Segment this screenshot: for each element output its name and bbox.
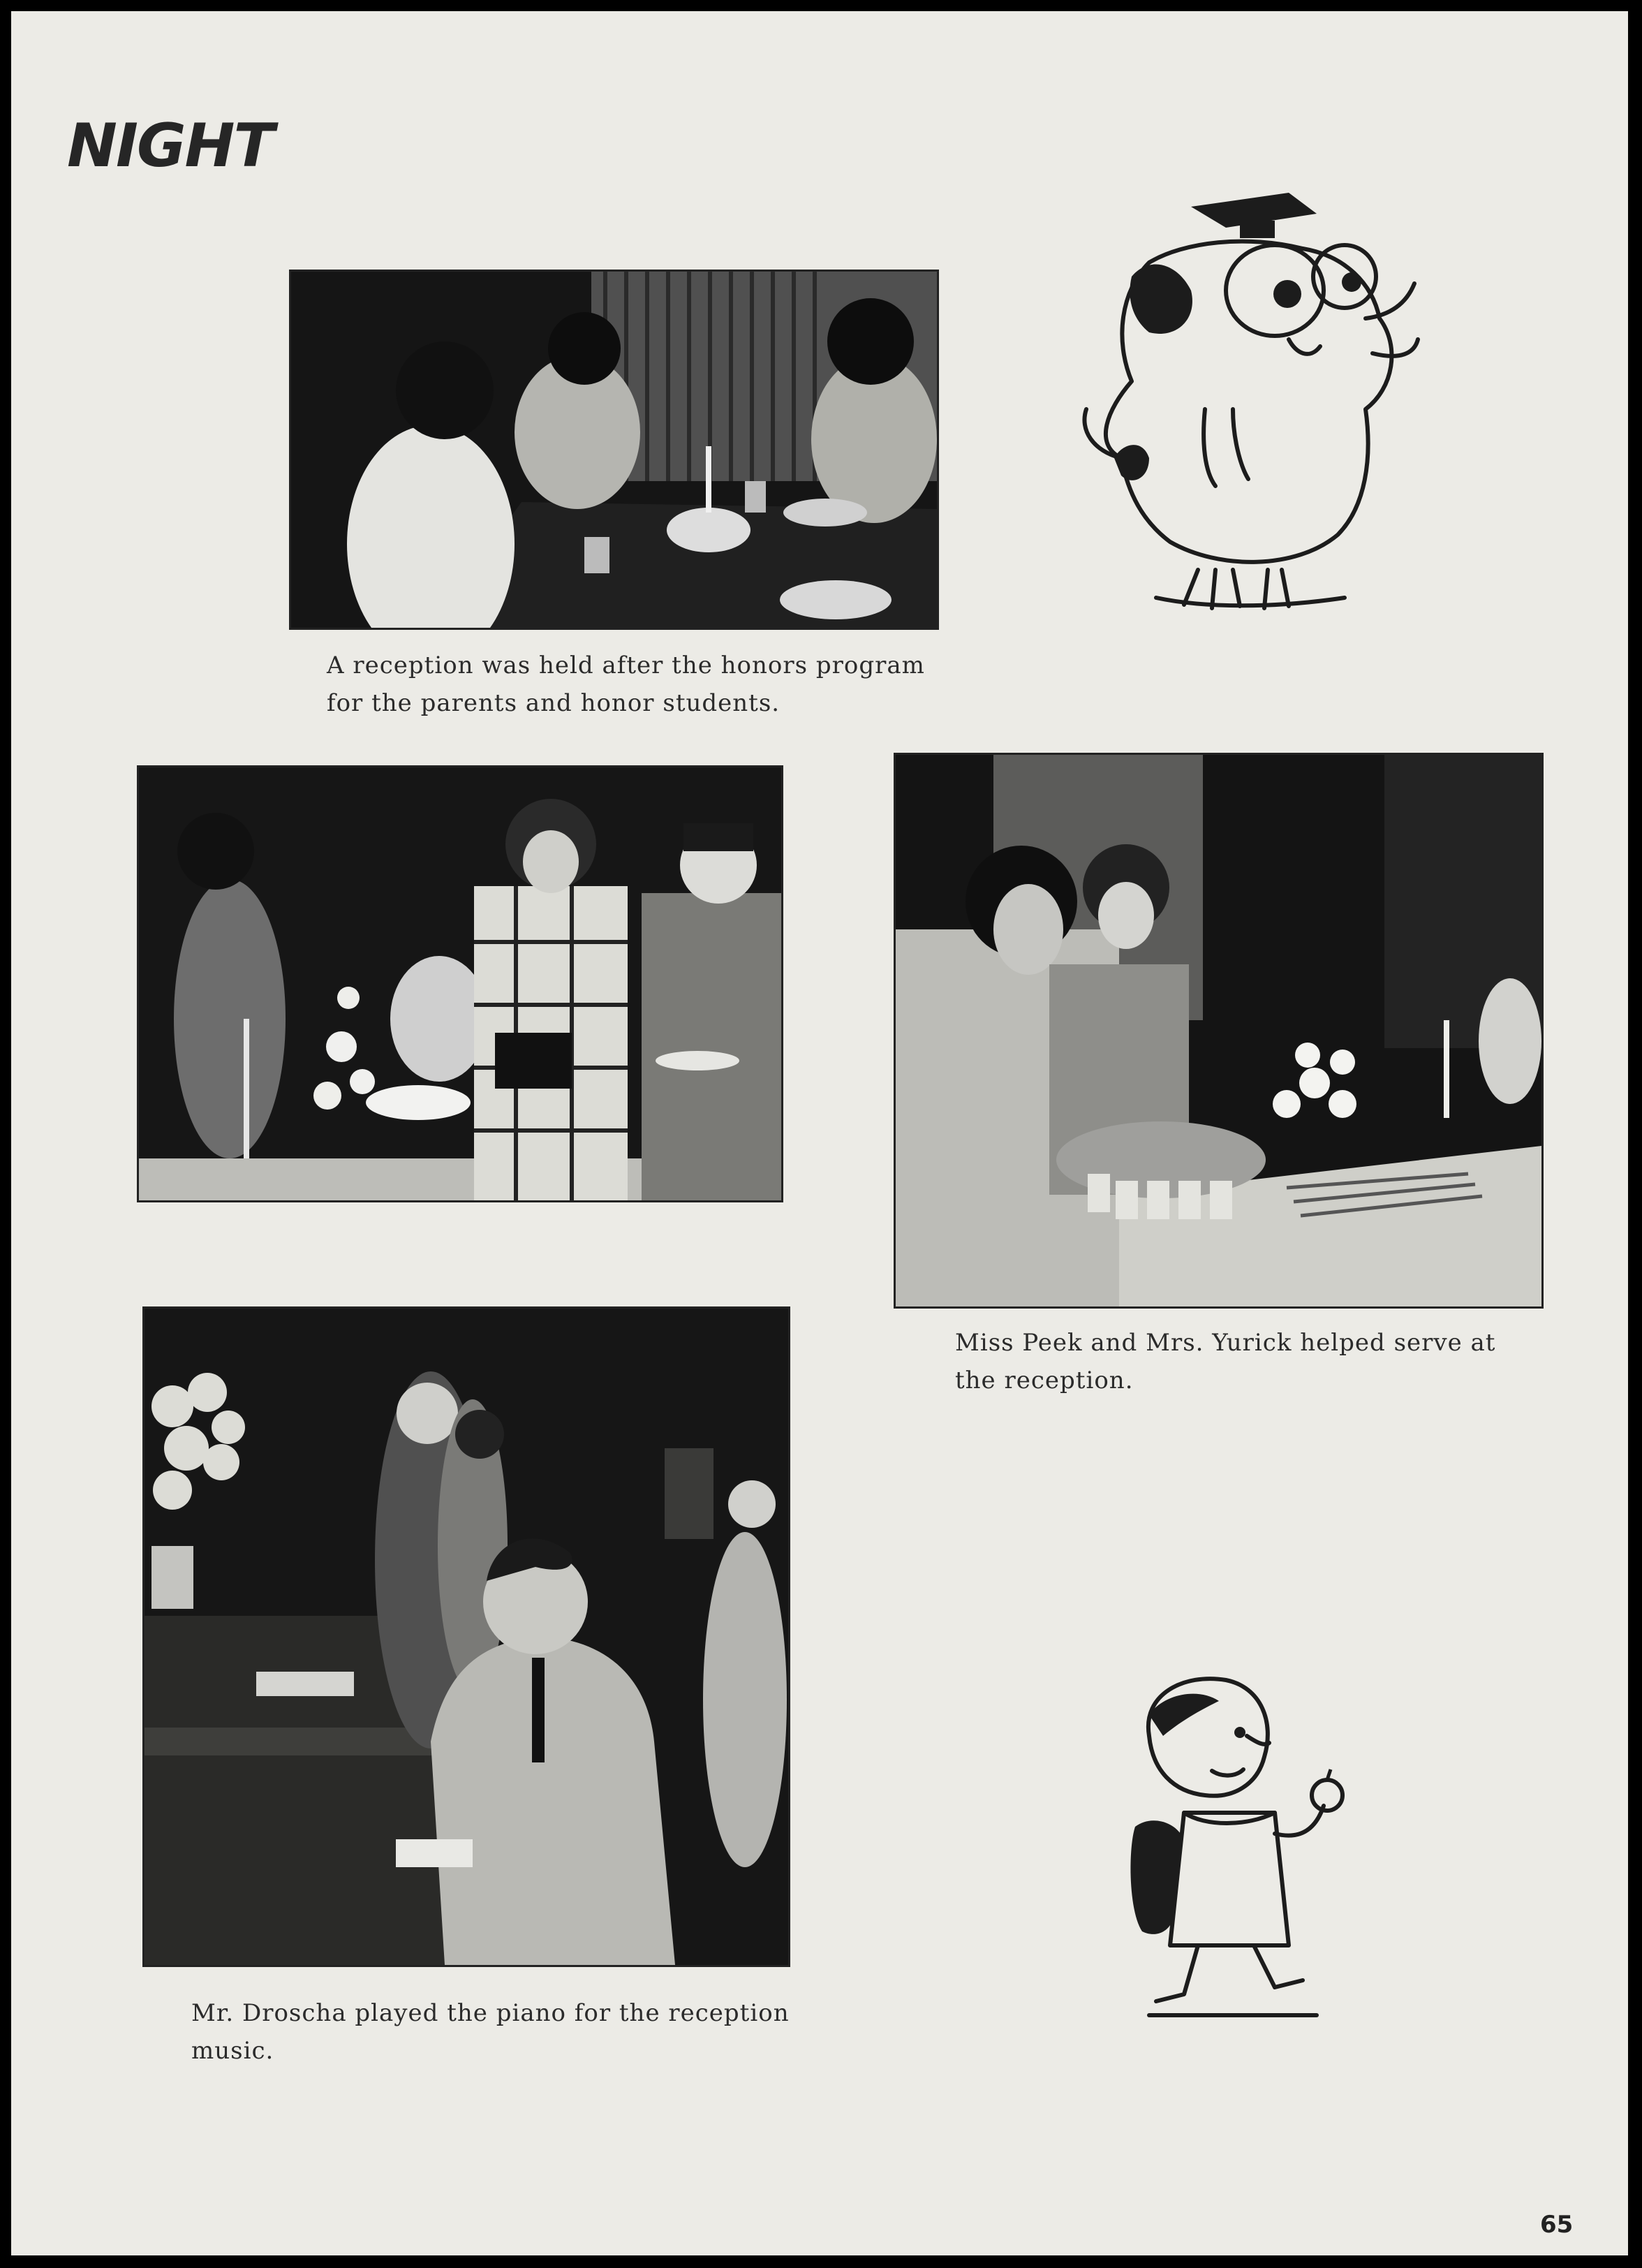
photo-piano-player — [142, 1306, 790, 1967]
caption-line: A reception was held after the honors program — [327, 651, 925, 679]
photo-buffet-line — [137, 765, 783, 1202]
yearbook-page — [11, 11, 1628, 2255]
caption-line: music. — [191, 2037, 274, 2065]
page-number: 65 — [1540, 2211, 1574, 2239]
caption-line: Mr. Droscha played the piano for the reception — [191, 1999, 790, 2027]
photo-serving-punch — [894, 753, 1544, 1309]
caption-reception-table — [327, 647, 925, 722]
caption-piano-player — [191, 1994, 790, 2070]
photo-reception-table — [289, 270, 939, 630]
caption-serving-punch — [955, 1324, 1495, 1399]
owl-graduate-icon — [1065, 179, 1456, 619]
page-heading: NIGHT — [67, 111, 274, 181]
schoolboy-with-apple-icon — [1107, 1666, 1400, 2029]
caption-line: for the parents and honor students. — [327, 689, 781, 717]
caption-line: Miss Peek and Mrs. Yurick helped serve at — [955, 1329, 1496, 1357]
caption-line: the reception. — [955, 1367, 1134, 1394]
